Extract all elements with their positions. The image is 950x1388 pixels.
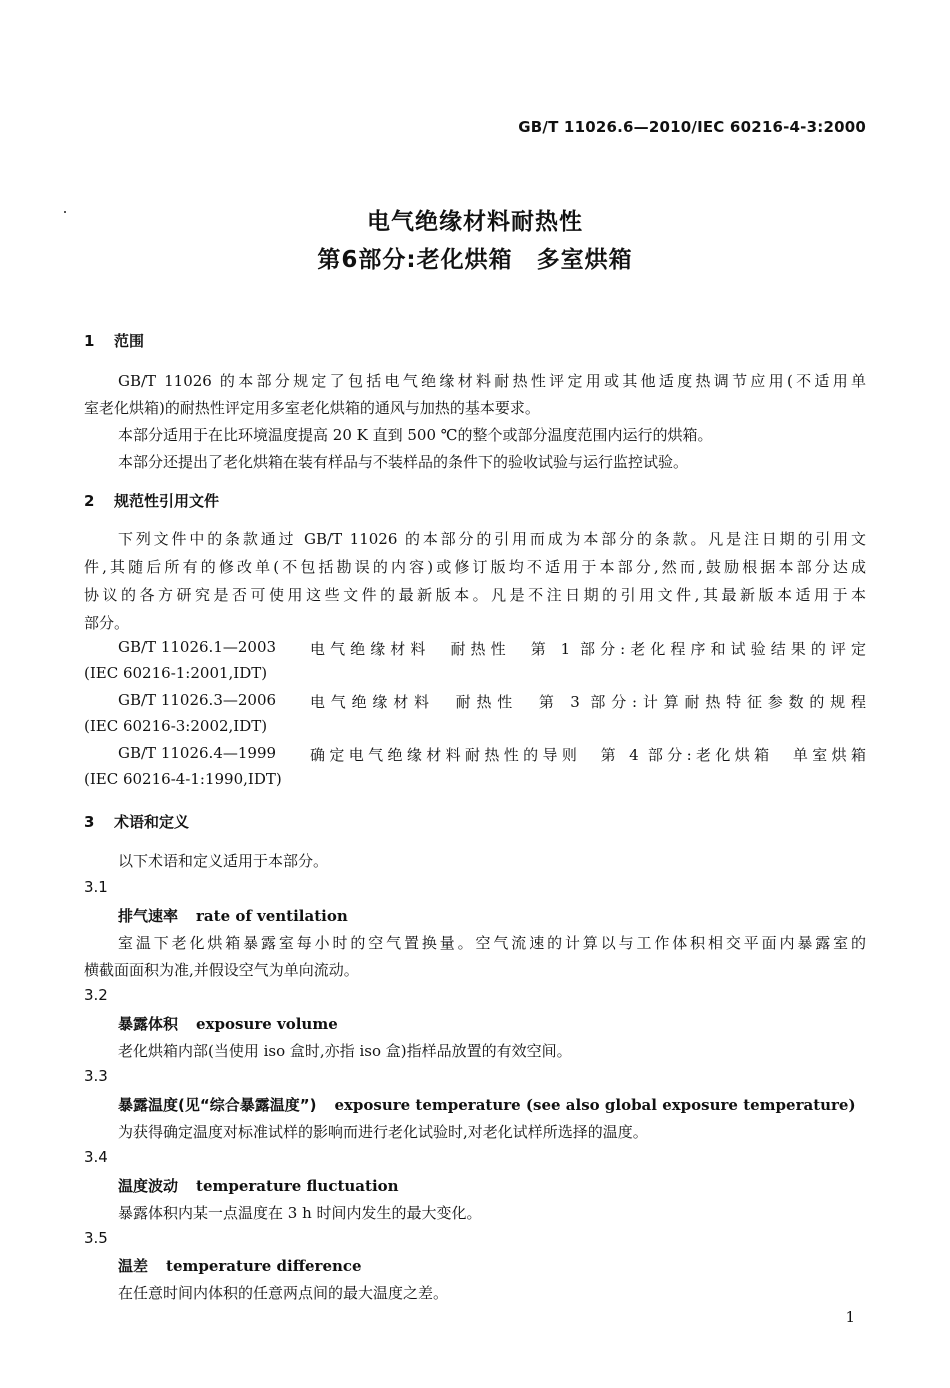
s1-paragraph-3: 本部分还提出了老化烘箱在装有样品与不装样品的条件下的验收试验与运行监控试验。 xyxy=(118,453,689,471)
term-heading xyxy=(118,1013,338,1034)
term-definition-line-1: 在任意时间内体积的任意两点间的最大温度之差。 xyxy=(118,1284,449,1302)
section-3-heading xyxy=(84,811,189,832)
s2-paragraph-line-2: 件,其随后所有的修改单(不包括勘误的内容)或修订版均不适用于本部分,然而,鼓励根据本部分达成 xyxy=(84,558,866,576)
s1-paragraph-1-line-2: 室老化烘箱)的耐热性评定用多室老化烘箱的通风与加热的基本要求。 xyxy=(84,399,540,417)
section-number: 2 xyxy=(84,492,95,510)
s3-intro: 以下术语和定义适用于本部分。 xyxy=(118,852,329,870)
term-definition-line-2: 横截面面积为准,并假设空气为单向流动。 xyxy=(84,961,359,979)
reference-title: 电气绝缘材料 耐热性 第 1 部分:老化程序和试验结果的评定 xyxy=(310,640,866,658)
document-title-line-1: 电气绝缘材料耐热性 xyxy=(367,209,583,235)
term-zh: 温度波动 xyxy=(118,1177,179,1195)
reference-iec: (IEC 60216-4-1:1990,IDT) xyxy=(84,770,282,788)
page-number: 1 xyxy=(845,1308,855,1326)
reference-title: 确定电气绝缘材料耐热性的导则 第 4 部分:老化烘箱 单室烘箱 xyxy=(310,746,866,764)
term-definition-line-1: 老化烘箱内部(当使用 iso 盒时,亦指 iso 盒)指样品放置的有效空间。 xyxy=(118,1042,572,1060)
term-en: temperature difference xyxy=(166,1257,362,1275)
reference-code: GB/T 11026.1—2003 xyxy=(118,638,277,656)
reference-iec: (IEC 60216-3:2002,IDT) xyxy=(84,717,268,735)
term-number: 3.1 xyxy=(84,878,108,896)
s2-paragraph-line-4: 部分。 xyxy=(84,614,130,632)
standard-header: GB/T 11026.6—2010/IEC 60216-4-3:2000 xyxy=(518,118,866,136)
term-number: 3.5 xyxy=(84,1229,108,1247)
reference-title: 电气绝缘材料 耐热性 第 3 部分:计算耐热特征参数的规程 xyxy=(310,693,866,711)
section-number: 1 xyxy=(84,332,95,350)
term-number: 3.2 xyxy=(84,986,108,1004)
term-heading xyxy=(118,1175,399,1196)
s2-paragraph-line-3: 协议的各方研究是否可使用这些文件的最新版本。凡是不注日期的引用文件,其最新版本适用于本 xyxy=(84,586,866,604)
reference-iec: (IEC 60216-1:2001,IDT) xyxy=(84,664,268,682)
section-number: 3 xyxy=(84,813,95,831)
term-en: rate of ventilation xyxy=(196,907,348,925)
term-zh: 温差 xyxy=(118,1257,149,1275)
term-definition-line-1: 为获得确定温度对标准试样的影响而进行老化试验时,对老化试样所选择的温度。 xyxy=(118,1123,648,1141)
term-en: exposure temperature (see also global exposure temperature) xyxy=(334,1096,856,1114)
term-en: exposure volume xyxy=(196,1015,338,1033)
term-en: temperature fluctuation xyxy=(196,1177,399,1195)
term-definition-line-1: 暴露体积内某一点温度在 3 h 时间内发生的最大变化。 xyxy=(118,1204,482,1222)
term-heading xyxy=(118,1094,856,1115)
term-heading xyxy=(118,1255,362,1276)
s2-paragraph-line-1: 下列文件中的条款通过 GB/T 11026 的本部分的引用而成为本部分的条款。凡是注日期的引用文 xyxy=(118,530,866,548)
term-zh: 暴露温度(见“综合暴露温度”) xyxy=(118,1096,317,1114)
document-title-line-2: 第6部分:老化烘箱 多室烘箱 xyxy=(317,247,633,273)
section-title: 规范性引用文件 xyxy=(114,492,220,510)
term-heading xyxy=(118,905,348,926)
section-1-heading xyxy=(84,330,144,351)
term-number: 3.4 xyxy=(84,1148,108,1166)
section-title: 范围 xyxy=(114,332,145,350)
reference-code: GB/T 11026.3—2006 xyxy=(118,691,277,709)
term-zh: 排气速率 xyxy=(118,907,179,925)
s1-paragraph-1-line-1: GB/T 11026 的本部分规定了包括电气绝缘材料耐热性评定用或其他适度热调节应用(不适用单 xyxy=(118,372,866,390)
term-definition-line-1: 室温下老化烘箱暴露室每小时的空气置换量。空气流速的计算以与工作体积相交平面内暴露室的 xyxy=(118,934,866,952)
section-title: 术语和定义 xyxy=(114,813,190,831)
reference-code: GB/T 11026.4—1999 xyxy=(118,744,277,762)
s1-paragraph-2: 本部分适用于在比环境温度提高 20 K 直到 500 ℃的整个或部分温度范围内运行的烘箱。 xyxy=(118,426,713,444)
term-number: 3.3 xyxy=(84,1067,108,1085)
term-zh: 暴露体积 xyxy=(118,1015,179,1033)
section-2-heading xyxy=(84,490,219,511)
